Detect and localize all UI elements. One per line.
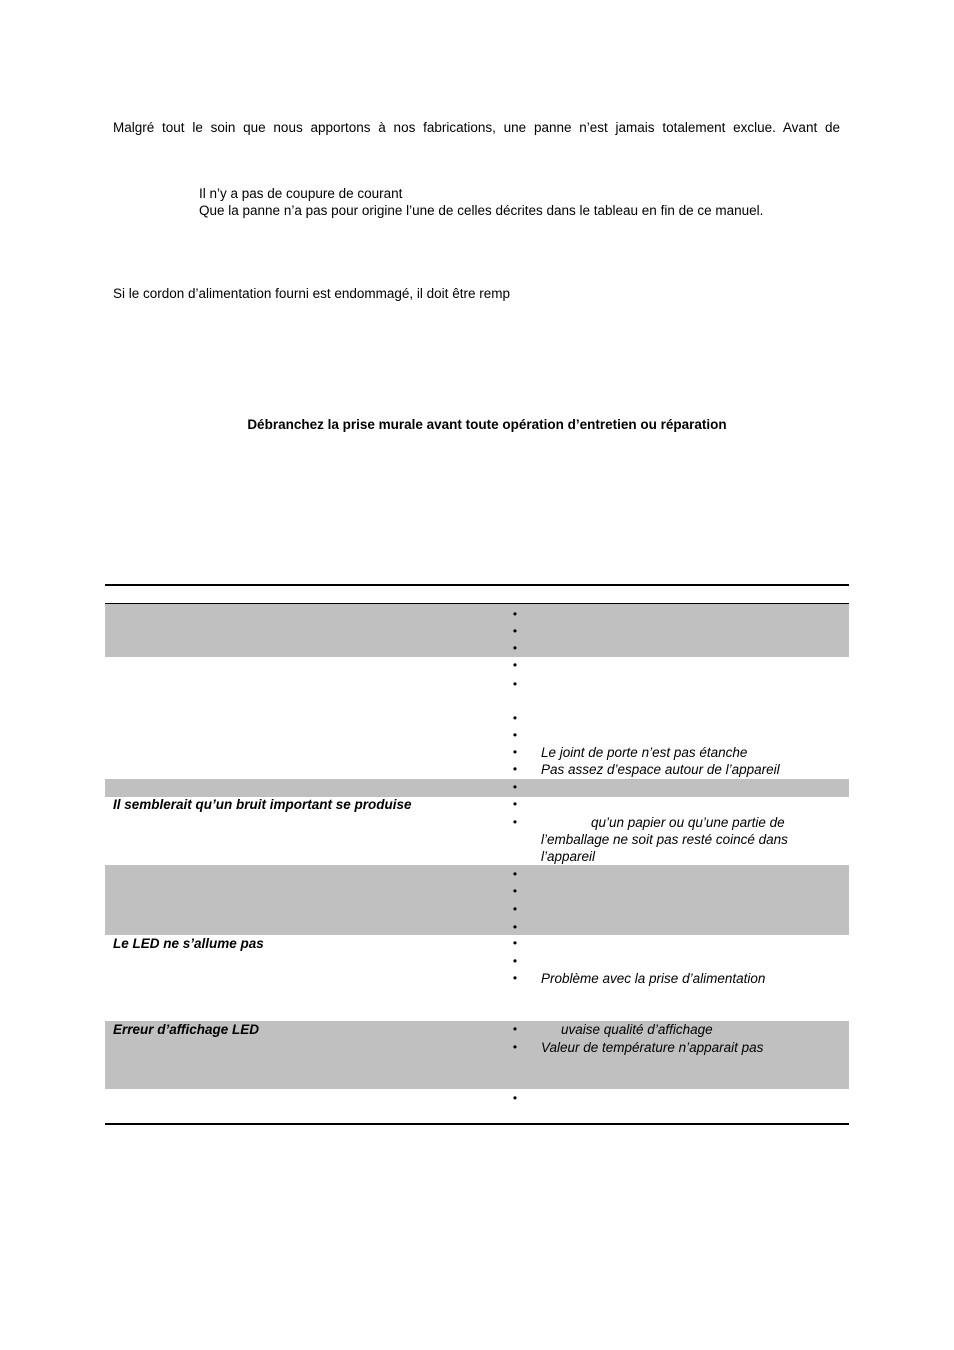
list-bullet: • — [512, 677, 518, 691]
list-bullet: • — [512, 762, 518, 776]
cause-paper-line1: qu’un papier ou qu’une partie de — [591, 815, 785, 830]
list-bullet: • — [512, 728, 518, 742]
list-bullet: • — [512, 971, 518, 985]
check-item-1: Il n’y a pas de coupure de courant — [199, 186, 403, 201]
table-bottom-rule — [105, 1123, 849, 1125]
table-row-shade-3 — [105, 865, 849, 935]
problem-noise: Il semblerait qu’un bruit important se produise — [113, 797, 412, 812]
list-bullet: • — [512, 711, 518, 725]
list-bullet: • — [512, 607, 518, 621]
list-bullet: • — [512, 658, 518, 672]
problem-led-display: Erreur d’affichage LED — [113, 1022, 260, 1037]
cause-space: Pas assez d’espace autour de l’appareil — [541, 762, 780, 777]
list-bullet: • — [512, 624, 518, 638]
list-bullet: • — [512, 936, 518, 950]
list-bullet: • — [512, 902, 518, 916]
problem-led-off: Le LED ne s’allume pas — [113, 936, 264, 951]
cord-notice: Si le cordon d’alimentation fourni est endommagé, il doit être remp — [113, 286, 510, 301]
list-bullet: • — [512, 1022, 518, 1036]
check-item-2: Que la panne n’a pas pour origine l’une de celles décrites dans le tableau en fin de ce manuel. — [199, 203, 764, 218]
list-bullet: • — [512, 745, 518, 759]
list-bullet: • — [512, 954, 518, 968]
table-row-shade-1 — [105, 604, 849, 657]
list-bullet: • — [512, 641, 518, 655]
list-bullet: • — [512, 1091, 518, 1105]
warning-heading: Débranchez la prise murale avant toute opération d’entretien ou réparation — [247, 417, 727, 432]
cause-paper-line3: l’appareil — [541, 849, 596, 864]
list-bullet: • — [512, 884, 518, 898]
cause-door-seal: Le joint de porte n’est pas étanche — [541, 745, 748, 760]
cause-power-outlet: Problème avec la prise d’alimentation — [541, 971, 766, 986]
list-bullet: • — [512, 867, 518, 881]
list-bullet: • — [512, 797, 518, 811]
list-bullet: • — [512, 780, 518, 794]
table-row-shade-2 — [105, 779, 849, 797]
list-bullet: • — [512, 1040, 518, 1054]
list-bullet: • — [512, 815, 518, 829]
cause-paper-line2: l’emballage ne soit pas resté coincé dans — [541, 832, 788, 847]
cause-temperature-value: Valeur de température n’apparait pas — [541, 1040, 764, 1055]
intro-paragraph: Malgré tout le soin que nous apportons à nos fabrications, une panne n’est jamais totalement exclue. Avant de — [113, 120, 840, 135]
cause-display-quality: uvaise qualité d’affichage — [561, 1022, 713, 1037]
list-bullet: • — [512, 920, 518, 934]
table-top-rule — [105, 584, 849, 586]
